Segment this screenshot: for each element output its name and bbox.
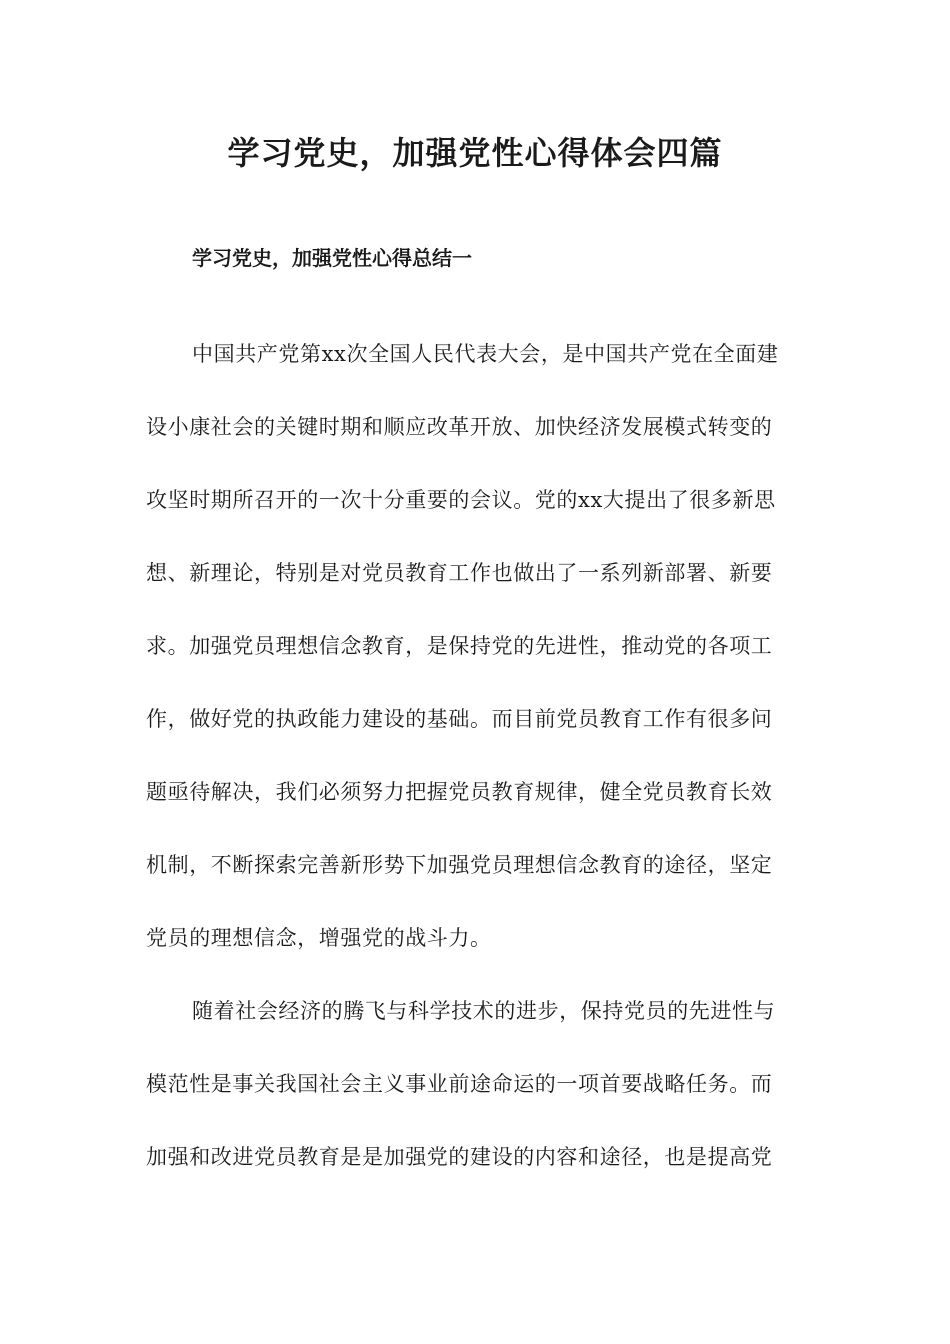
document-title: 学习党史，加强党性心得体会四篇 bbox=[227, 134, 723, 172]
body-line-9: 党员的理想信念，增强党的战斗力。 bbox=[146, 926, 492, 950]
body-line-11: 模范性是事关我国社会主义事业前途命运的一项首要战略任务。而 bbox=[146, 1072, 773, 1096]
body-line-7: 题亟待解决，我们必须努力把握党员教育规律，健全党员教育长效 bbox=[146, 780, 773, 804]
body-line-5: 求。加强党员理想信念教育，是保持党的先进性，推动党的各项工 bbox=[146, 634, 773, 658]
body-line-2: 设小康社会的关键时期和顺应改革开放、加快经济发展模式转变的 bbox=[146, 415, 773, 439]
body-line-4: 想、新理论，特别是对党员教育工作也做出了一系列新部署、新要 bbox=[146, 561, 773, 585]
body-line-3: 攻坚时期所召开的一次十分重要的会议。党的xx大提出了很多新思 bbox=[146, 488, 776, 512]
body-line-12: 加强和改进党员教育是是加强党的建设的内容和途径，也是提高党 bbox=[146, 1145, 773, 1169]
body-line-1: 中国共产党第xx次全国人民代表大会，是中国共产党在全面建 bbox=[192, 342, 779, 366]
body-line-8: 机制，不断探索完善新形势下加强党员理想信念教育的途径，坚定 bbox=[146, 853, 773, 877]
section-heading: 学习党史，加强党性心得总结一 bbox=[192, 246, 472, 270]
body-line-10: 随着社会经济的腾飞与科学技术的进步，保持党员的先进性与 bbox=[192, 999, 776, 1023]
body-line-6: 作，做好党的执政能力建设的基础。而目前党员教育工作有很多问 bbox=[146, 707, 773, 731]
